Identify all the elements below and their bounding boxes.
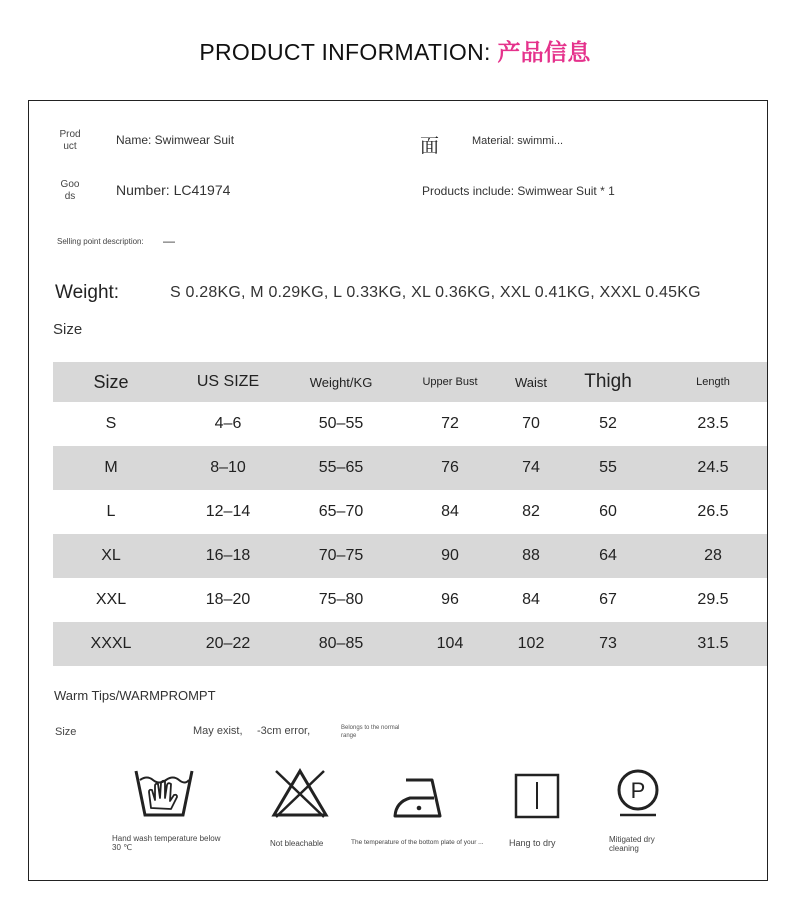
cell-size: S — [105, 415, 117, 432]
cell-upper-bust: 96 — [441, 591, 459, 608]
table-row — [53, 490, 767, 534]
cell-size: L — [106, 503, 116, 520]
header-size: Size — [93, 371, 129, 392]
svg-text:P: P — [630, 778, 646, 803]
care-label-dry-clean: Mitigated dry cleaning — [609, 835, 655, 853]
cell-thigh: 64 — [599, 547, 617, 564]
cell-thigh: 60 — [599, 503, 617, 520]
cell-us-size: 12–14 — [205, 503, 251, 520]
cell-thigh: 55 — [599, 459, 617, 476]
tips-normal-range: Belongs to the normal range — [341, 725, 400, 739]
table-row — [53, 622, 767, 666]
cell-length: 23.5 — [697, 415, 729, 432]
cell-length: 29.5 — [697, 591, 729, 608]
cell-waist: 82 — [522, 503, 540, 520]
cell-length: 28 — [704, 547, 722, 564]
cell-size: XXL — [95, 591, 127, 608]
header-length: Length — [696, 376, 730, 388]
cell-length: 26.5 — [697, 503, 729, 520]
cell-waist: 84 — [522, 591, 540, 608]
cell-thigh: 52 — [599, 415, 617, 432]
size-table — [53, 362, 767, 666]
hand-wash-icon — [133, 768, 195, 827]
header-weight: Weight/KG — [309, 374, 373, 390]
products-include: Products include: Swimwear Suit * 1 — [422, 184, 615, 198]
selling-point-value: — — [163, 234, 175, 248]
cell-upper-bust: 84 — [441, 503, 459, 520]
tips-error: -3cm error, — [257, 725, 311, 737]
cell-weight: 55–65 — [318, 459, 364, 476]
table-row — [53, 446, 767, 490]
cell-length: 24.5 — [697, 459, 729, 476]
cell-upper-bust: 90 — [441, 547, 459, 564]
header-waist: Waist — [514, 374, 548, 390]
product-name: Name: Swimwear Suit — [116, 133, 235, 147]
cell-upper-bust: 104 — [436, 635, 464, 652]
cell-waist: 70 — [522, 415, 540, 432]
weight-values: S 0.28KG, M 0.29KG, L 0.33KG, XL 0.36KG, XXL 0.41KG, XXXL 0.45KG — [170, 284, 701, 301]
cell-us-size: 4–6 — [214, 415, 242, 432]
cell-waist: 88 — [522, 547, 540, 564]
fabric-glyph: 面 — [420, 135, 440, 157]
table-row — [53, 534, 767, 578]
cell-us-size: 16–18 — [205, 547, 251, 564]
header-upper-bust: Upper Bust — [422, 376, 478, 388]
dry-clean-icon — [615, 768, 661, 823]
table-header-row — [53, 362, 767, 402]
cell-us-size: 8–10 — [210, 459, 246, 476]
product-label: Prod uct — [59, 129, 81, 152]
product-number: Number: LC41974 — [116, 182, 231, 198]
tips-size-label: Size — [55, 726, 77, 738]
cell-size: M — [104, 459, 118, 476]
cell-weight: 50–55 — [318, 415, 364, 432]
material-text: Material: swimmi... — [472, 135, 564, 147]
weight-label: Weight: — [55, 282, 120, 303]
cell-size: XXXL — [90, 635, 132, 652]
title-english: PRODUCT INFORMATION: — [199, 39, 491, 65]
warm-tips-heading: Warm Tips/WARMPROMPT — [54, 688, 216, 703]
cell-weight: 65–70 — [318, 503, 364, 520]
header-thigh: Thigh — [584, 371, 632, 392]
cell-upper-bust: 76 — [441, 459, 459, 476]
size-heading: Size — [53, 321, 83, 338]
title-chinese: 产品信息 — [497, 40, 591, 66]
cell-thigh: 67 — [599, 591, 617, 608]
care-label-hand-wash: Hand wash temperature below 30 ℃ — [112, 834, 221, 852]
cell-us-size: 20–22 — [205, 635, 251, 652]
cell-length: 31.5 — [697, 635, 729, 652]
no-bleach-icon — [270, 767, 330, 824]
goods-label: Goo ds — [60, 179, 80, 202]
care-label-no-bleach: Not bleachable — [270, 839, 324, 848]
cell-thigh: 73 — [599, 635, 617, 652]
cell-weight: 80–85 — [318, 635, 364, 652]
cell-upper-bust: 72 — [441, 415, 459, 432]
hang-dry-icon — [514, 773, 560, 824]
header-us-size: US SIZE — [196, 373, 260, 390]
table-row — [53, 402, 767, 446]
selling-point-label: Selling point description: — [57, 237, 144, 246]
cell-waist: 74 — [522, 459, 540, 476]
cell-size: XL — [101, 547, 121, 564]
cell-weight: 70–75 — [318, 547, 364, 564]
page-title — [0, 34, 790, 67]
tips-may-exist: May exist, — [193, 725, 243, 737]
iron-icon — [392, 774, 446, 825]
care-label-hang-dry: Hang to dry — [509, 838, 556, 848]
cell-weight: 75–80 — [318, 591, 364, 608]
care-label-iron: The temperature of the bottom plate of your ... — [351, 839, 484, 846]
table-row — [53, 578, 767, 622]
cell-us-size: 18–20 — [205, 591, 251, 608]
cell-waist: 102 — [517, 635, 545, 652]
